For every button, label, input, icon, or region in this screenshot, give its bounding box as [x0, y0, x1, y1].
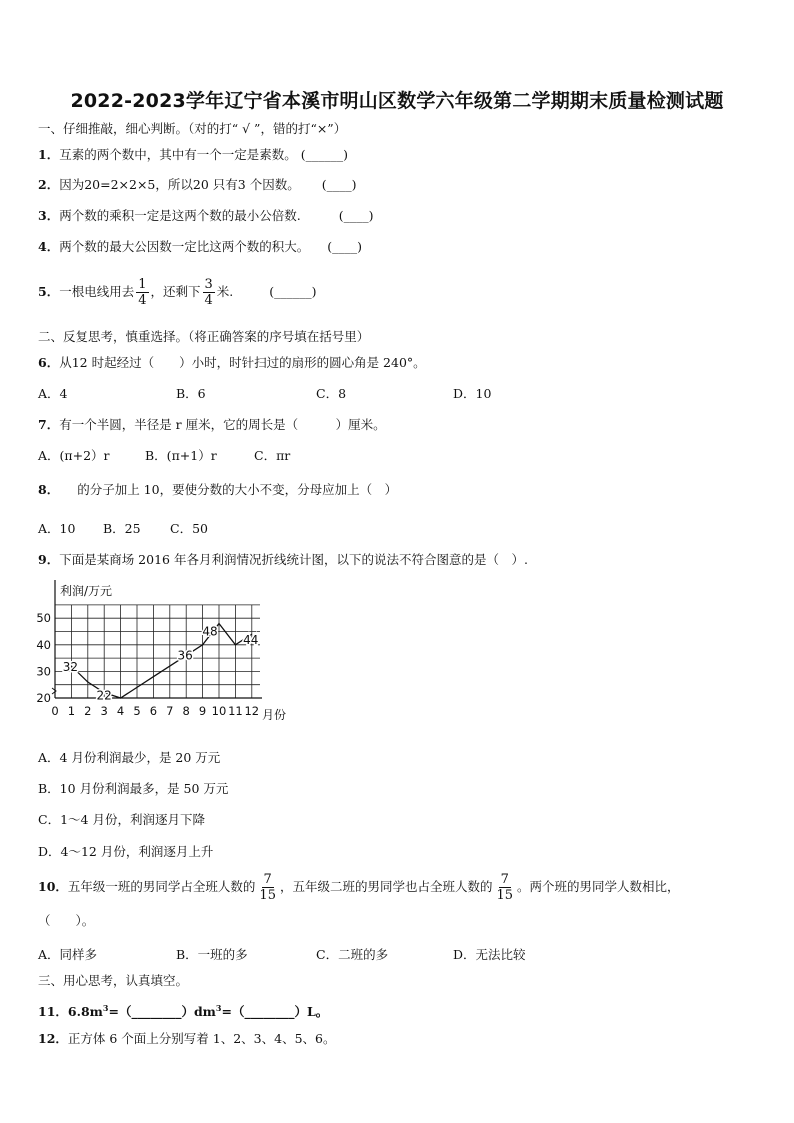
question-number: 10． — [38, 879, 68, 894]
option-c[interactable]: C．二班的多 — [316, 947, 389, 962]
option-d[interactable]: D．10 — [453, 386, 492, 401]
x-tick-label: 0 — [51, 704, 59, 718]
x-tick-label: 7 — [166, 704, 174, 718]
x-tick-label: 6 — [149, 704, 158, 718]
option-b[interactable]: B．一班的多 — [176, 947, 248, 962]
x-tick-label: 1 — [67, 704, 76, 718]
fraction — [136, 277, 148, 308]
option-c[interactable]: C．50 — [170, 521, 208, 536]
question-text: 6.8m — [67, 1004, 103, 1020]
x-tick-label: 9 — [198, 704, 207, 718]
y-tick-label: 30 — [36, 664, 51, 679]
option-b[interactable]: B．(π+1）r — [145, 448, 217, 463]
fraction-denominator: 4 — [138, 293, 147, 308]
question-text: 的分子加上 10，要使分数的大小不变，分母应加上（ ） — [77, 482, 398, 497]
answer-blank[interactable]: (______) — [269, 284, 317, 299]
question-number: 2． — [38, 177, 60, 192]
x-tick-label: 8 — [182, 704, 190, 718]
question-text: 米. — [216, 284, 234, 299]
y-tick-label: 20 — [36, 691, 51, 705]
answer-blank[interactable]: (____) — [338, 208, 374, 223]
question-number: 12． — [38, 1031, 68, 1046]
question-4 — [38, 239, 362, 255]
question-text: 有一个半圆，半径是 r 厘米，它的周长是（ ）厘米。 — [59, 417, 386, 432]
question-text: =（________）L。 — [221, 1004, 329, 1020]
option-a[interactable]: A．(π+2）r — [38, 448, 110, 463]
answer-blank[interactable]: (____) — [327, 239, 362, 254]
fraction-numerator: 1 — [138, 277, 147, 292]
y-axis-label: 利润/万元 — [60, 584, 113, 598]
fraction-denominator: 4 — [204, 293, 213, 308]
question-text: ，还剩下 — [150, 284, 201, 299]
question-text: 两个数的乘积一定是这两个数的最小公倍数. — [59, 208, 301, 223]
question-number: 9． — [38, 552, 60, 567]
question-5 — [38, 275, 317, 309]
section2-heading: 二、反复思考，慎重选择。（将正确答案的序号填在括号里） — [38, 329, 370, 344]
y-tick-label: 40 — [36, 637, 51, 652]
section1-heading: 一、仔细推敲，细心判断。（对的打“ √ ”，错的打“×”） — [38, 121, 347, 136]
option-c[interactable]: C．1～4 月份，利润逐月下降 — [38, 812, 205, 827]
x-tick-label: 5 — [133, 704, 141, 718]
superscript: 3 — [102, 1003, 109, 1013]
question-number: 8． — [38, 482, 60, 497]
fraction-numerator: 7 — [263, 872, 272, 887]
fraction — [257, 872, 278, 903]
x-axis-label: 月份 — [262, 708, 287, 722]
series-line — [71, 624, 251, 698]
question-text: 互素的两个数中，其中有一个一定是素数。 — [59, 147, 297, 162]
fraction-denominator: 15 — [496, 888, 514, 903]
question-text: 一根电线用去 — [59, 284, 135, 299]
question-number: 11． — [38, 1004, 68, 1020]
option-c[interactable]: C．πr — [254, 448, 291, 463]
option-a[interactable]: A．4 月份利润最少，是 20 万元 — [38, 750, 221, 765]
y-tick-label: 50 — [36, 611, 51, 626]
question-number: 7． — [38, 417, 60, 432]
answer-blank[interactable]: (______) — [300, 147, 348, 162]
fraction-denominator: 15 — [259, 888, 276, 903]
question-9 — [38, 552, 528, 568]
question-number: 6． — [38, 355, 60, 370]
question-1 — [38, 147, 348, 163]
fraction — [494, 872, 515, 903]
question-text: =（________）dm — [108, 1004, 216, 1020]
option-d[interactable]: D．无法比较 — [453, 947, 526, 962]
question-text: 下面是某商场 2016 年各月利润情况折线统计图，以下的说法不符合图意的是（ ）. — [59, 552, 528, 567]
option-b[interactable]: B．25 — [103, 521, 141, 536]
profit-line-chart — [30, 578, 300, 738]
section3-heading: 三、用心思考，认真填空。 — [38, 973, 189, 988]
question-7 — [38, 417, 386, 433]
page-title: 2022-2023学年辽宁省本溪市明山区数学六年级第二学期期末质量检测试题 — [70, 90, 724, 112]
question-number: 5． — [38, 284, 60, 299]
question-text: ，五年级二班的男同学也占全班人数的 — [279, 879, 493, 894]
answer-blank[interactable]: (____) — [321, 177, 357, 192]
question-12 — [38, 1031, 336, 1047]
question-text: 。两个班的男同学人数相比， — [517, 879, 680, 894]
question-number: 1． — [38, 147, 60, 162]
data-label: 22 — [96, 688, 112, 703]
option-d[interactable]: D．4～12 月份，利润逐月上升 — [38, 844, 214, 859]
question-10-blank[interactable]: （ ）。 — [38, 913, 95, 928]
question-text: 因为20=2×2×5，所以20 只有3 个因数。 — [59, 177, 300, 192]
option-b[interactable]: B．10 月份利润最多，是 50 万元 — [38, 781, 229, 796]
question-number: 4． — [38, 239, 60, 254]
data-label: 32 — [62, 660, 79, 675]
x-tick-label: 2 — [84, 704, 92, 718]
question-11 — [38, 1000, 328, 1020]
data-label: 44 — [243, 633, 259, 648]
option-c[interactable]: C．8 — [316, 386, 347, 401]
fraction-numerator: 7 — [500, 872, 509, 887]
option-a[interactable]: A．同样多 — [38, 947, 98, 962]
question-number: 3． — [38, 208, 60, 223]
question-text: 两个数的最大公因数一定比这两个数的积大。 — [59, 239, 310, 254]
data-label: 48 — [202, 624, 218, 639]
x-tick-label: 11 — [228, 704, 243, 718]
x-tick-label: 4 — [116, 704, 125, 718]
question-10 — [38, 870, 680, 904]
question-text: 正方体 6 个面上分别写着 1、2、3、4、5、6。 — [67, 1031, 336, 1046]
x-tick-label: 10 — [211, 704, 227, 718]
question-6 — [38, 355, 426, 371]
question-3 — [38, 208, 373, 224]
question-8 — [38, 482, 397, 498]
fraction-numerator: 3 — [204, 277, 213, 292]
x-tick-label: 3 — [100, 704, 108, 718]
question-text: 五年级一班的男同学占全班人数的 — [67, 879, 256, 894]
option-b[interactable]: B．6 — [176, 386, 206, 401]
superscript: 3 — [215, 1003, 222, 1013]
question-text: 从12 时起经过（ ）小时，时针扫过的扇形的圆心角是 240°。 — [59, 355, 426, 370]
data-label: 36 — [177, 648, 193, 663]
question-2 — [38, 177, 356, 193]
fraction — [203, 277, 215, 308]
option-a[interactable]: A．4 — [38, 386, 68, 401]
option-a[interactable]: A．10 — [38, 521, 76, 536]
x-tick-label: 12 — [244, 704, 260, 718]
